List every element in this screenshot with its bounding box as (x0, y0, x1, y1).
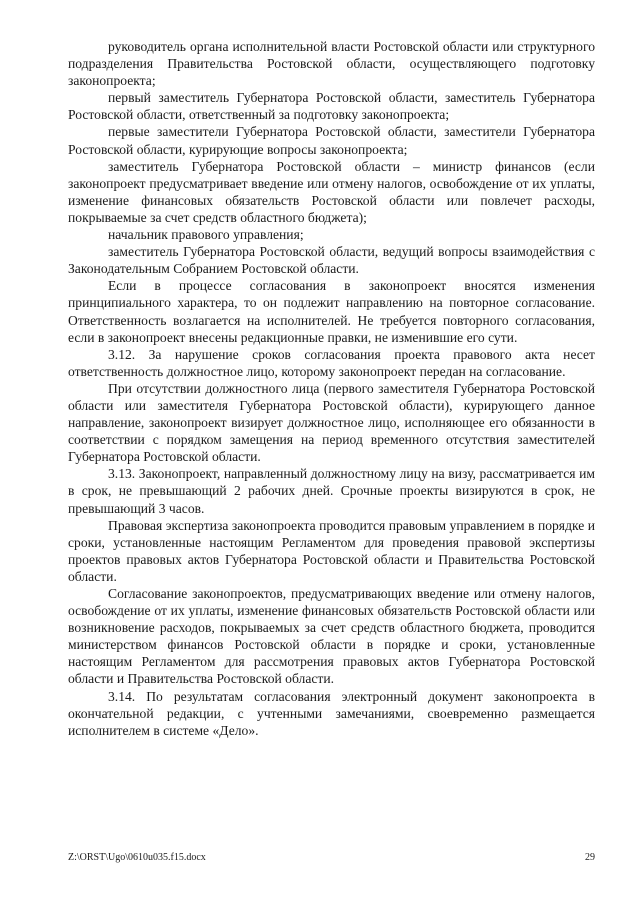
paragraph: При отсутствии должностного лица (первого заместителя Губернатора Ростовской области или заместителя Губернатора Ростовской области), курирующего данное направление, законопроект визирует должностное лицо, исполняющее его обязанности в соответствии с порядком замещения на период временного отсутствия заместителей Губернатора Ростовской области. (68, 380, 595, 465)
paragraph: заместитель Губернатора Ростовской области, ведущий вопросы взаимодействия с Законодательным Собранием Ростовской области. (68, 244, 595, 277)
paragraph: первый заместитель Губернатора Ростовской области, заместитель Губернатора Ростовской области, ответственный за подготовку законопроекта; (68, 90, 595, 123)
paragraph: начальник правового управления; (108, 227, 304, 243)
paragraph: Правовая экспертиза законопроекта проводится правовым управлением в порядке и сроки, установленные настоящим Регламентом для проведения правовой экспертизы проектов правовых актов Губернатора Ростовской области и Правительства Ростовской области. (68, 517, 595, 584)
section-3-14-paragraph: 3.14. По результатам согласования электронный документ законопроекта в окончательной редакции, с учтенными замечаниями, своевременно размещается исполнителем в системе «Дело». (68, 688, 595, 738)
paragraph: руководитель органа исполнительной власти Ростовской области или структурного подразделения Правительства Ростовской области, осуществляющего подготовку законопроекта; (68, 39, 595, 89)
section-3-13-paragraph: 3.13. Законопроект, направленный должностному лицу на визу, рассматривается им в срок, не превышающий 2 рабочих дней. Срочные проекты визируются в срок, не превышающий 3 часов. (68, 466, 595, 516)
document-body (68, 38, 595, 739)
page-number: 29 (585, 852, 595, 863)
page-footer (68, 852, 595, 864)
paragraph: Если в процессе согласования в законопроект вносятся изменения принципиального характера, то он подлежит направлению на повторное согласование. Ответственность возлагается на исполнителей. Не требуется повторного согласования, если в законопроект внесены редакционные правки, не изменившие его сути. (68, 278, 595, 345)
paragraph: первые заместители Губернатора Ростовской области, заместители Губернатора Ростовской области, курирующие вопросы законопроекта; (68, 124, 595, 157)
paragraph: Согласование законопроектов, предусматривающих введение или отмену налогов, освобождение от их уплаты, изменение финансовых обязательств Ростовской области или возникновение расходов, покрываемых за счет средств областного бюджета, проводится министерством финансов Ростовской области в порядке и сроки, установленные настоящим Регламентом для рассмотрения правовых актов Губернатора Ростовской области и Правительства Ростовской области. (68, 586, 595, 687)
section-3-12-paragraph: 3.12. За нарушение сроков согласования проекта правового акта несет ответственность должностное лицо, которому законопроект передан на согласование. (68, 346, 595, 379)
footer-file-path: Z:\ORST\Ugo\0610u035.f15.docx (68, 852, 206, 863)
paragraph: заместитель Губернатора Ростовской области – министр финансов (если законопроект предусматривает введение или отмену налогов, освобождение от их уплаты, изменение финансовых обязательств Ростовской области или повлечет расходы, покрываемые за счет средств областного бюджета); (68, 158, 595, 225)
